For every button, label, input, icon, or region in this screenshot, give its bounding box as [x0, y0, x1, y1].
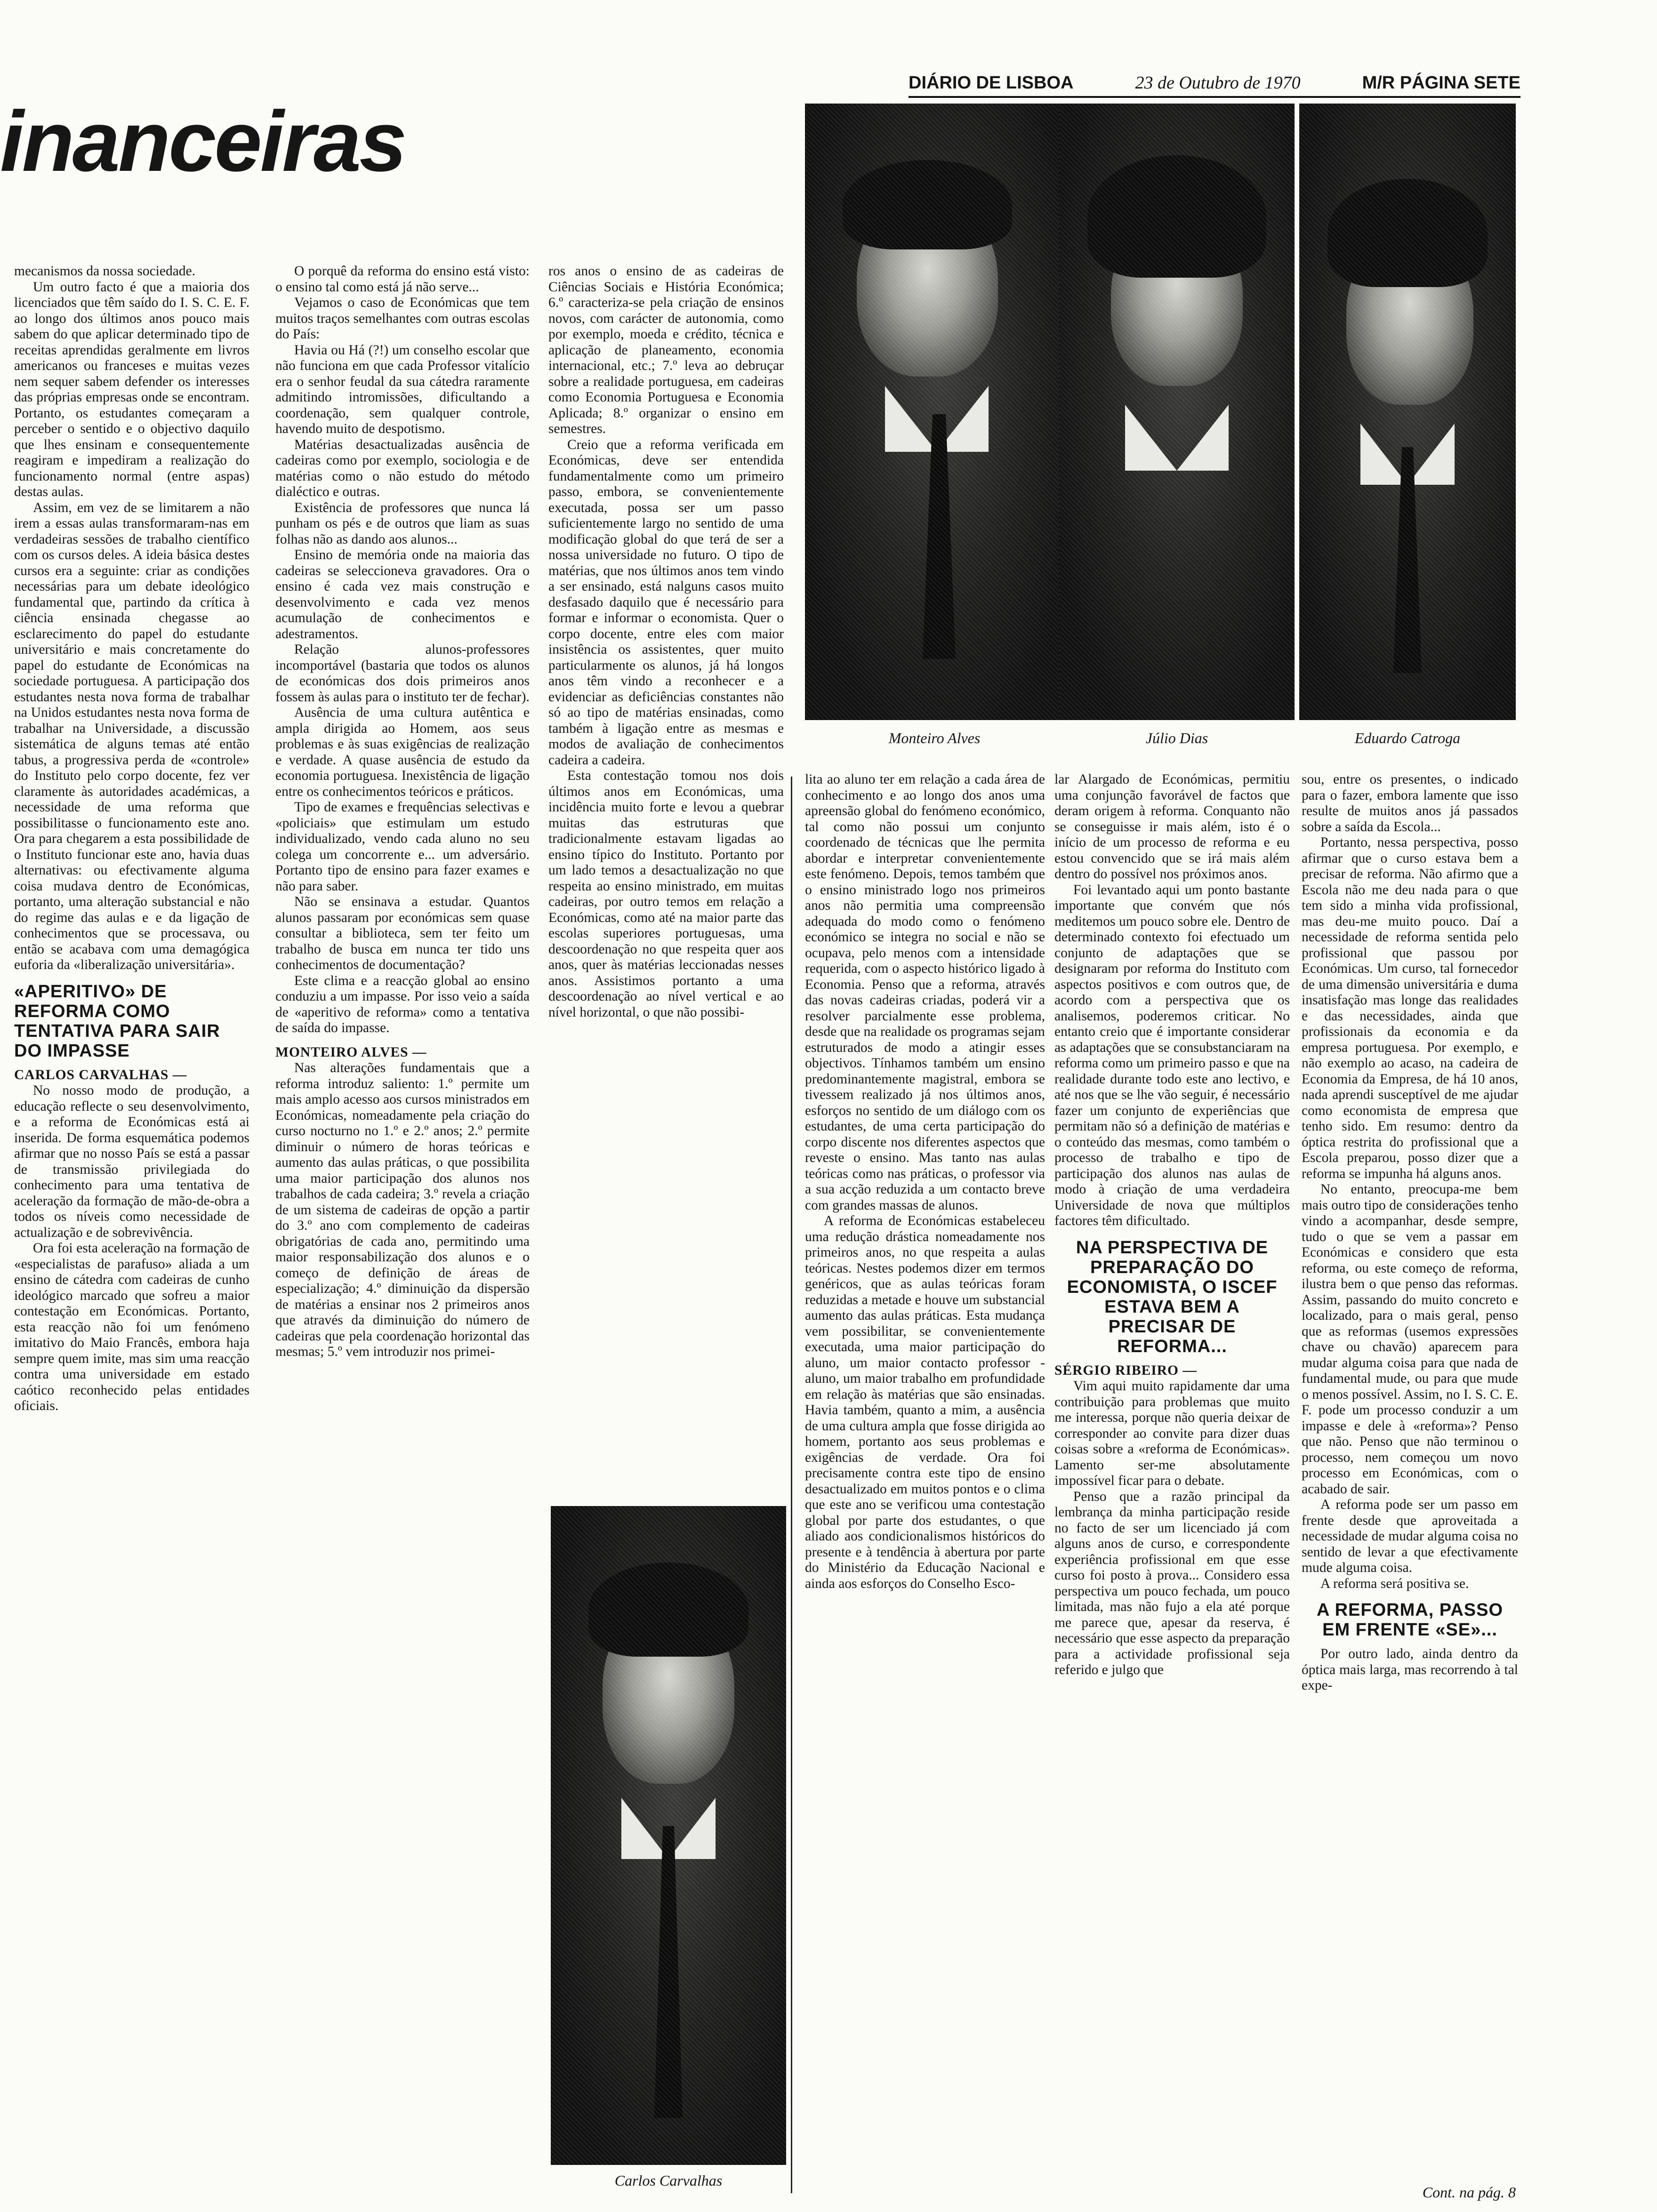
paragraph: Portanto, nessa perspectiva, posso afirmar que o curso estava bem a precisar de reforma. Não afirmo que a Escola não me deu nada para o que tem sido a minha vida profissional, mas deu-me muito pouco. Daí a necessidade de reforma sentida pelo profissional que passou por Económicas. Um curso, tal fornecedor de uma dimensão universitária e duma insatisfação mas longe das realidades e das necessidades, ainda que profissionais da economia e da empresa portuguesa. Por exemplo, e não exemplo ao acaso, na cadeira de Economia da Empresa, de há 10 anos, nada aprendi susceptível de me ajudar como economista de empresa que tenho sido. Em resumo: dentro da óptica restrita do profissional que a Escola preparou, posso dizer que a reforma se impunha há alguns anos.	[1302, 835, 1518, 1181]
section-subheading: A REFORMA, PASSO EM FRENTE «SE»...	[1316, 1600, 1504, 1640]
photo-caption: Júlio Dias	[1145, 729, 1208, 746]
paragraph: O porquê da reforma do ensino está visto: o ensino tal como está já não serve...	[275, 264, 530, 295]
paragraph: A reforma de Económicas estabeleceu uma redução drástica nomeadamente nos primeiros anos, no que respeita a aulas teóricas. Nestes podemos dizer em termos genéricos, que as aulas teóricas foram reduzidas a metade e houve um substancial aumento das aulas práticas. Esta mudança vem possibilitar, se convenientemente executada, uma maior participação do aluno, um maior contacto professor - aluno, um maior trabalho em profundidade em relação às matérias que são ensinadas. Havia também, quanto a mim, a ausência de uma cultura ampla que fosse dirigida ao homem, portanto aos seus problemas e exigências de verdade. Ora foi precisamente contra este tipo de ensino desactualizado em muitos pontos e o clima que este ano se verificou uma contestação global por parte dos estudantes, o que aliado aos condicionalismos históricos do presente e à tendência à abertura por parte do Ministério da Educação Nacional e ainda aos esforços do Conselho Esco-	[805, 1213, 1045, 1591]
portrait-photo-eduardo-catroga	[1299, 104, 1516, 720]
article-column-4	[805, 772, 1045, 2188]
paragraph: lar Alargado de Económicas, permitiu uma conjunção favorável de factos que deram origem à reforma. Conquanto não se conseguisse ir mais além, isto é o início de um processo de reforma e eu estou convencido que se irá mais além dentro do possível nos próximos anos.	[1054, 772, 1290, 882]
paragraph: ros anos o ensino de as cadeiras de Ciências Sociais e História Económica; 6.º caracteriza-se pela criação de ensinos novos, com carácter de autonomia, como por exemplo, moeda e crédito, técnica e aplicação de planeamento, economia internacional, etc.; 7.º leva ao debruçar sobre a realidade portuguesa, em cadeiras como Economia Portuguesa e Economia Aplicada; 8.º organizar o ensino em semestres.	[548, 264, 784, 436]
portrait-photo-julio-dias	[1059, 104, 1295, 720]
paragraph: lita ao aluno ter em relação a cada área de conhecimento e ao longo dos anos uma apreensão global do fenómeno económico, tal como não possui um conjunto coordenado de técnicas que lhe permita abordar e interpretar convenientemente este fenómeno. Depois, temos também que o ensino ministrado logo nos primeiros anos não permitia uma compreensão adequada do modo como o fenómeno económico se integra no social e não se ocupava, pelo menos com a intensidade requerida, com o aspecto histórico ligado à Economia. Penso que a reforma, através das novas cadeiras criadas, poderá vir a resolver parcialmente esse problema, desde que na realidade os programas sejam estruturados de modo a atingir esses objectivos. Tínhamos também um ensino predominantemente magistral, embora se tivessem realizado já nos últimos anos, esforços no sentido de um diálogo com os estudantes, de uma certa participação do corpo discente nos diferentes aspectos que reveste o ensino. Mas tanto nas aulas teóricas como nas práticas, o professor via a sua acção reduzida a um contacto breve com grandes massas de alunos.	[805, 772, 1045, 1213]
newspaper-name: DIÁRIO DE LISBOA	[909, 73, 1074, 93]
article-column-3	[548, 264, 784, 1487]
paragraph: Existência de professores que nunca lá punham os pés e de outros que liam as suas folhas não as dando aos alunos...	[275, 500, 530, 547]
paragraph: Este clima e a reacção global ao ensino conduziu a um impasse. Por isso veio a saída de «aperitivo de reforma» como a tentativa de saída do impasse.	[275, 973, 530, 1035]
paragraph: Nas alterações fundamentais que a reforma introduz saliento: 1.º permite um mais amplo acesso aos cursos ministrados em Económicas, nomeadamente pela criação do curso nocturno no 1.º e 2.º anos; 2.º permite diminuir o número de horas teóricas e aumento das aulas práticas, o que possibilita uma maior participação dos alunos nos trabalhos de cada cadeira; 3.º revela a criação de um sistema de cadeiras de opção a partir do 3.º ano com complemento de cadeiras obrigatórias de cada ano, permitindo uma maior responsabilização dos alunos e o começo de definição de áreas de especialização; 4.º diminuição da dispersão de matérias a ensinar nos 2 primeiros anos que através da diminuição do número de cadeiras que pela coordenação horizontal das mesmas; 5.º vem introduzir nos primei-	[275, 1060, 530, 1359]
paragraph: Ausência de uma cultura autêntica e ampla dirigida ao Homem, aos seus problemas e às suas exigências de realização e verdade. A quase ausência de estudo da economia portuguesa. Inexistência de ligação entre os conhecimentos teóricos e práticos.	[275, 705, 530, 799]
speaker-name: MONTEIRO ALVES —	[275, 1044, 427, 1060]
photo-caption: Monteiro Alves	[888, 729, 981, 746]
portrait-photo-monteiro-alves	[805, 104, 1064, 720]
paragraph: Vejamos o caso de Económicas que tem muitos traços semelhantes com outras escolas do País:	[275, 295, 530, 342]
paragraph: Matérias desactualizadas ausência de cadeiras como por exemplo, sociologia e de matérias como o não estudo do método dialéctico e outras.	[275, 437, 530, 499]
paragraph: A reforma será positiva se.	[1320, 1576, 1469, 1591]
column-rule	[791, 777, 792, 2193]
issue-date: 23 de Outubro de 1970	[1135, 73, 1301, 93]
speaker-name: CARLOS CARVALHAS —	[14, 1067, 187, 1082]
photo-caption: Carlos Carvalhas	[614, 2172, 723, 2189]
article-column-1	[14, 264, 249, 2188]
paragraph: Relação alunos-professores incomportável (bastaria que todos os alunos de económicas dos dois primeiros anos fossem às aulas para o instituto ter de fechar).	[275, 642, 530, 705]
paragraph: Penso que a razão principal da lembrança da minha participação reside no facto de ser um licenciado já com alguns anos de curso, e correspondente experiência profissional em que esse curso foi posto à prova... Considero essa perspectiva um pouco fechada, um pouco limitada, mas não fujo a ela até porque me parece que, apesar da reserva, é necessário que esse aspecto da preparação para a actividade profissional seja referido e julgo que	[1054, 1489, 1290, 1677]
masthead	[909, 65, 1520, 98]
photo-caption: Eduardo Catroga	[1354, 729, 1461, 746]
paragraph: Ora foi esta aceleração na formação de «especialistas de parafuso» aliada a um ensino de cátedra com cadeiras de cunho ideológico marcado que sofreu a maior contestação em Económicas. Portanto, esta reacção não foi um fenómeno imitativo do Maio Francês, embora haja sempre quem imite, mas sim uma reacção contra uma universidade em estado caótico reconhecido pelas entidades oficiais.	[14, 1241, 249, 1413]
article-column-5	[1054, 772, 1290, 2188]
continuation-note: Cont. na pág. 8	[1422, 2184, 1516, 2201]
paragraph: No entanto, preocupa-me bem mais outro tipo de considerações tenho vindo a acompanhar, desde sempre, tudo o que se vem a passar em Económicas e considero que esta reforma, ou este começo de reforma, ilustra bem o que penso das reformas. Assim, passando do muito concreto e localizado, para o mais geral, penso que as reformas (usemos expressões chave ou chavão) aparecem para mudar alguma coisa para que nada de fundamental mude, ou para que mude o menos possível. Assim, no I. S. C. E. F. pode um processo conduzir a um impasse e dele à «reforma»? Penso que não. Penso que não terminou o processo, nem começou um novo processo em Económicas, com o acabado de sair.	[1302, 1182, 1518, 1497]
paragraph: Tipo de exames e frequências selectivas e «policiais» que estimulam um estudo individualizado, vendo cada aluno no seu colega um concorrente e... um adversário. Portanto tipo de ensino para fazer exames e não para saber.	[275, 800, 530, 894]
section-subheading: NA PERSPECTIVA DE PREPARAÇÃO DO ECONOMISTA, O ISCEF ESTAVA BEM A PRECISAR DE REFORMA...	[1067, 1237, 1278, 1356]
paragraph: A reforma pode ser um passo em frente desde que aproveitada a necessidade de mudar alguma coisa no sentido de levar a que efectivamente mude alguma coisa.	[1302, 1497, 1518, 1575]
paragraph: Ensino de memória onde na maioria das cadeiras se seleccioneva gravadores. Ora o ensino é cada vez mais construção e desenvolvimento e cada vez menos acumulação de conhecimentos e adestramentos.	[275, 547, 530, 641]
paragraph: No nosso modo de produção, a educação reflecte o seu desenvolvimento, e a reforma de Económicas está ai inserida. De forma esquemática podemos afirmar que no nosso País se está a passar de transmissão privilegiada do conhecimento para uma tentativa de aceleração da formação de mão-de-obra a todos os níveis como necessidade de actualização e de sobrevivência.	[14, 1083, 249, 1240]
paragraph: Não se ensinava a estudar. Quantos alunos passaram por económicas sem quase consultar a biblioteca, sem ter feito um trabalho de busca em nunca ter tido uns conhecimentos de documentação?	[275, 894, 530, 972]
paragraph: sou, entre os presentes, o indicado para o fazer, embora lamente que isso resulte de muitos anos já passados sobre a saída da Escola...	[1302, 772, 1518, 834]
headline: inanceiras	[0, 99, 405, 184]
section-subheading: «APERITIVO» DE REFORMA COMO TENTATIVA PARA SAIR DO IMPASSE	[14, 981, 220, 1061]
portrait-photo-carlos-carvalhas	[551, 1506, 786, 2165]
paragraph: Um outro facto é que a maioria dos licenciados que têm saído do I. S. C. E. F. ao longo dos últimos anos pouco mais sabem do que aplicar determinado tipo de receitas aprendidas geralmente em livros americanos ou franceses e muitas vezes nem sequer sabem defender os interesses das próprias empresas onde se encontram. Portanto, os estudantes começaram a perceber o sentido e o objectivo daquilo que lhes ensinam e consequentemente reagiram e impediram a realização do funcionamento normal (entre aspas) destas aulas.	[14, 279, 249, 499]
article-column-6	[1302, 772, 1518, 2179]
page-label: M/R PÁGINA SETE	[1362, 73, 1520, 93]
paragraph: Foi levantado aqui um ponto bastante importante que convém que nós meditemos um pouco sobre ele. Dentro de determinado contexto foi efectuado um conjunto de adaptações que se designaram por reforma do Instituto com aspectos positivos e com outros que, de acordo com a perspectiva que os analisemos, poderemos criticar. No entanto creio que é importante considerar as adaptações que se consubstanciaram na reforma como um primeiro passo e que na realidade durante todo este ano lectivo, e até nos que se lhe vão seguir, é necessário fazer um conjunto de experiências que permitam não só a definição de matérias e o conteúdo das mesmas, como também o processo de trabalho e tipo de participação dos alunos nas aulas de modo à criação de uma verdadeira Universidade de nova que múltiplos factores têm dificultado.	[1054, 882, 1290, 1228]
article-column-2	[275, 264, 530, 2188]
speaker-name: SÉRGIO RIBEIRO —	[1054, 1362, 1197, 1378]
paragraph: Assim, em vez de se limitarem a não irem a essas aulas transformaram-nas em verdadeiras sessões de trabalho científico com os cursos deles. A ideia básica destes cursos era a seguinte: criar as condições necessárias para um debate ideológico fundamental que, partindo da crítica à ciência ensinada chegasse ao esclarecimento do papel do estudante universitário e mais concretamente do papel do estudante de Económicas na sociedade portuguesa. A participação dos estudantes nesta nova forma de trabalhar na Unidos estudantes nesta nova forma de trabalhar na Universidade, a discussão sistemática de alguns temas até então tabus, a progressiva perda de «controle» do Instituto pelo corpo docente, fez ver claramente às autoridades académicas, a necessidade de uma reforma que possibilitasse o funcionamento este ano. Ora para chegarem a esta possibilidade de o Instituto funcionar este ano, havia duas alternativas: ou efectivamente alguma coisa mudava dentro de Económicas, portanto, uma alteração substancial e não do regime das aulas e e da ligação de conhecimentos que se processava, ou então se acabava com uma demagógica euforia da «liberalização universitária».	[14, 500, 249, 972]
paragraph: Creio que a reforma verificada em Económicas, deve ser entendida fundamentalmente como um primeiro passo, embora, se convenientemente executada, possa ser um passo suficientemente largo no sentido de uma modificação global do que terá de ser a nossa universidade no futuro. O tipo de matérias, que nos últimos anos tem vindo a ser ensinado, está nalguns casos muito desfasado daquilo que é necessário para formar e informar o economista. Quer o corpo docente, entre eles com maior insistência os assistentes, quer muito particularmente os alunos, já há longos anos têm vindo a reconhecer e a evidenciar as deficiências constantes não só ao tipo de matérias ensinadas, como também à ligação entre as mesmas e modos de avaliação de conhecimentos cadeira a cadeira.	[548, 437, 784, 768]
paragraph: mecanismos da nossa sociedade.	[14, 264, 196, 279]
paragraph: Vim aqui muito rapidamente dar uma contribuição para problemas que muito me interessa, porque não queria deixar de corresponder ao convite para dizer duas coisas sobre a «reforma de Económicas». Lamento ser-me absolutamente impossível ficar para o debate.	[1054, 1378, 1290, 1488]
paragraph: Esta contestação tomou nos dois últimos anos em Económicas, uma incidência muito forte e levou a quebrar muitas das estruturas que tradicionalmente estavam ligadas ao ensino típico do Instituto. Portanto por um lado temos a desactualização no que respeita ao ensino ministrado, em muitas cadeiras, por outro temos em relação a Económicas, como até na maior parte das escolas superiores portuguesas, uma descoordenação no que respeita quer aos anos, quer às matérias leccionadas nesses anos. Assistimos portanto a uma descoordenação ao nível vertical e ao nível horizontal, o que não possibi-	[548, 768, 784, 1020]
paragraph: Por outro lado, ainda dentro da óptica mais larga, mas recorrendo à tal expe-	[1302, 1646, 1518, 1693]
paragraph: Havia ou Há (?!) um conselho escolar que não funciona em que cada Professor vitalício era o senhor feudal da sua cátedra raramente admitindo intromissões, dificultando a coordenação, sem qualquer controle, havendo muito de despotismo.	[275, 342, 530, 436]
